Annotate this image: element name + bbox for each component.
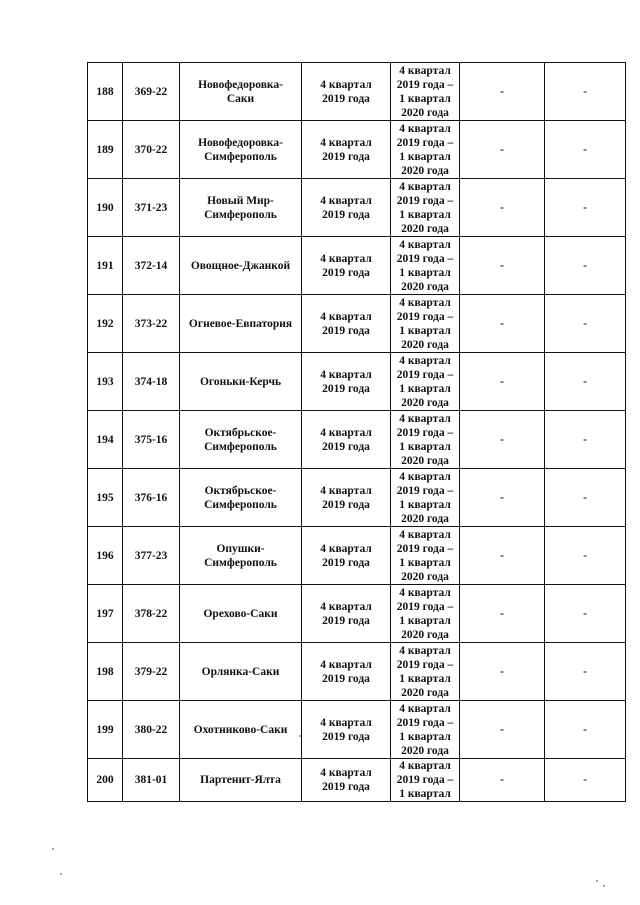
start-period-cell-line: 2019 года	[322, 672, 370, 685]
row-number-cell: 190	[88, 179, 123, 237]
period-range-cell-line: 1 квартал	[399, 672, 451, 685]
period-range-cell-line: 2019 года –	[396, 426, 454, 439]
table-body	[88, 63, 626, 802]
period-range-cell-line: 4 квартал	[399, 470, 451, 483]
period-range-cell-line: 1 квартал	[399, 498, 451, 511]
table-row	[88, 701, 626, 759]
start-period-cell	[302, 701, 391, 759]
route-name-cell	[180, 63, 302, 121]
route-code-cell: 381-01	[123, 759, 180, 802]
table-row	[88, 643, 626, 701]
route-name-cell-line: Огневое-Евпатория	[188, 317, 293, 330]
scan-speck	[60, 873, 62, 875]
start-period-cell	[302, 585, 391, 643]
start-period-cell	[302, 759, 391, 802]
period-range-cell-line: 1 квартал	[399, 556, 451, 569]
period-range-cell-line: 1 квартал	[399, 150, 451, 163]
period-range-cell-line: 2020 года	[401, 686, 449, 699]
route-name-cell-line: Охотниково-Саки	[193, 723, 288, 736]
table-row	[88, 585, 626, 643]
route-name-cell-line: Огоньки-Керчь	[199, 375, 282, 388]
start-period-cell-line: 4 квартал	[320, 78, 372, 91]
period-range-cell-line: 2019 года –	[396, 368, 454, 381]
dash-cell-b: -	[545, 353, 626, 411]
route-name-cell	[180, 527, 302, 585]
dash-cell-a: -	[460, 63, 545, 121]
route-name-cell-line: Симферополь	[204, 556, 277, 569]
route-name-cell	[180, 643, 302, 701]
route-code-cell: 377-23	[123, 527, 180, 585]
route-name-cell-line: Новофедоровка-	[198, 136, 283, 149]
route-name-cell	[180, 295, 302, 353]
route-code-cell: 375-16	[123, 411, 180, 469]
start-period-cell-line: 2019 года	[322, 92, 370, 105]
period-range-cell	[391, 63, 460, 121]
dash-cell-a: -	[460, 585, 545, 643]
period-range-cell-line: 4 квартал	[399, 528, 451, 541]
dash-cell-b: -	[545, 759, 626, 802]
table-row	[88, 469, 626, 527]
period-range-cell-line: 4 квартал	[399, 760, 451, 772]
period-range-cell-line: 2019 года –	[396, 774, 454, 786]
route-code-cell: 371-23	[123, 179, 180, 237]
dash-cell-a: -	[460, 121, 545, 179]
dash-cell-b: -	[545, 527, 626, 585]
route-code-cell: 369-22	[123, 63, 180, 121]
period-range-cell	[391, 759, 460, 802]
dash-cell-b: -	[545, 237, 626, 295]
period-range-cell-line: 4 квартал	[399, 412, 451, 425]
start-period-cell-line: 4 квартал	[320, 658, 372, 671]
dash-cell-a: -	[460, 469, 545, 527]
start-period-cell-line: 2019 года	[322, 382, 370, 395]
period-range-cell-line: 2019 года –	[396, 716, 454, 729]
dash-cell-b: -	[545, 469, 626, 527]
route-name-cell-line: Новофедоровка-	[198, 78, 283, 91]
route-name-cell	[180, 237, 302, 295]
period-range-cell-line: 2019 года –	[396, 78, 454, 91]
dash-cell-b: -	[545, 179, 626, 237]
dash-cell-a: -	[460, 701, 545, 759]
route-name-cell-line: Орлянка-Саки	[201, 665, 280, 678]
route-name-cell-line: Симферополь	[204, 150, 277, 163]
table-row	[88, 353, 626, 411]
period-range-cell-line: 2020 года	[401, 222, 449, 235]
period-range-cell-line: 4 квартал	[399, 354, 451, 367]
row-number-cell: 189	[88, 121, 123, 179]
route-name-cell-line: Новый Мир-	[207, 194, 274, 207]
route-name-cell	[180, 179, 302, 237]
period-range-cell-line: 1 квартал	[399, 440, 451, 453]
period-range-cell-line: 1 квартал	[399, 208, 451, 221]
start-period-cell-line: 2019 года	[322, 556, 370, 569]
route-code-cell: 370-22	[123, 121, 180, 179]
dash-cell-b: -	[545, 295, 626, 353]
period-range-cell	[391, 643, 460, 701]
period-range-cell-line: 2020 года	[401, 338, 449, 351]
period-range-cell-line: 2020 года	[401, 164, 449, 177]
route-name-cell	[180, 411, 302, 469]
dash-cell-a: -	[460, 353, 545, 411]
row-number-cell: 193	[88, 353, 123, 411]
table-row	[88, 237, 626, 295]
period-range-cell-line: 2019 года –	[396, 484, 454, 497]
scan-speck	[52, 848, 54, 850]
start-period-cell-line: 2019 года	[322, 730, 370, 743]
scan-speck	[596, 880, 598, 882]
route-name-cell	[180, 353, 302, 411]
table-row	[88, 411, 626, 469]
start-period-cell-line: 2019 года	[322, 498, 370, 511]
route-name-cell-line: Саки	[226, 92, 255, 105]
route-name-cell-line: Октябрьское-	[204, 484, 277, 497]
period-range-cell	[391, 353, 460, 411]
row-number-cell: 196	[88, 527, 123, 585]
period-range-cell	[391, 295, 460, 353]
dash-cell-a: -	[460, 179, 545, 237]
period-range-cell-line: 2020 года	[401, 512, 449, 525]
start-period-cell-line: 4 квартал	[320, 426, 372, 439]
period-range-cell-line: 2019 года –	[396, 658, 454, 671]
route-code-cell: 372-14	[123, 237, 180, 295]
route-name-cell-line: Октябрьское-	[204, 426, 277, 439]
route-name-cell	[180, 121, 302, 179]
period-range-cell-line: 1 квартал	[399, 324, 451, 337]
period-range-cell-line: 1 квартал	[399, 788, 451, 800]
period-range-cell-line: 4 квартал	[399, 122, 451, 135]
period-range-cell-line: 2020 года	[401, 106, 449, 119]
start-period-cell-line: 2019 года	[322, 440, 370, 453]
start-period-cell	[302, 411, 391, 469]
table-row	[88, 759, 626, 802]
row-number-cell: 200	[88, 759, 123, 802]
period-range-cell-line: 1 квартал	[399, 266, 451, 279]
period-range-cell-line: 2019 года –	[396, 542, 454, 555]
dash-cell-a: -	[460, 237, 545, 295]
start-period-cell-line: 4 квартал	[320, 600, 372, 613]
start-period-cell-line: 2019 года	[322, 266, 370, 279]
period-range-cell-line: 1 квартал	[399, 92, 451, 105]
start-period-cell	[302, 179, 391, 237]
route-code-cell: 376-16	[123, 469, 180, 527]
dash-cell-a: -	[460, 411, 545, 469]
row-number-cell: 197	[88, 585, 123, 643]
route-code-cell: 380-22	[123, 701, 180, 759]
start-period-cell	[302, 237, 391, 295]
dash-cell-b: -	[545, 411, 626, 469]
row-number-cell: 199	[88, 701, 123, 759]
row-number-cell: 191	[88, 237, 123, 295]
period-range-cell-line: 4 квартал	[399, 64, 451, 77]
row-number-cell: 195	[88, 469, 123, 527]
period-range-cell-line: 2020 года	[401, 628, 449, 641]
route-code-cell: 379-22	[123, 643, 180, 701]
route-name-cell-line: Симферополь	[204, 208, 277, 221]
start-period-cell-line: 4 квартал	[320, 484, 372, 497]
period-range-cell-line: 2020 года	[401, 570, 449, 583]
dash-cell-b: -	[545, 643, 626, 701]
route-code-cell: 373-22	[123, 295, 180, 353]
start-period-cell	[302, 295, 391, 353]
period-range-cell-line: 4 квартал	[399, 702, 451, 715]
period-range-cell-line: 4 квартал	[399, 644, 451, 657]
period-range-cell-line: 2020 года	[401, 396, 449, 409]
period-range-cell-line: 2020 года	[401, 744, 449, 757]
period-range-cell-line: 4 квартал	[399, 296, 451, 309]
start-period-cell-line: 2019 года	[322, 208, 370, 221]
period-range-cell-line: 4 квартал	[399, 586, 451, 599]
route-name-cell-line: Симферополь	[204, 440, 277, 453]
period-range-cell	[391, 469, 460, 527]
period-range-cell	[391, 121, 460, 179]
route-code-cell: 378-22	[123, 585, 180, 643]
period-range-cell-line: 4 квартал	[399, 180, 451, 193]
route-name-cell-line: Опушки-	[216, 542, 265, 555]
period-range-cell	[391, 411, 460, 469]
period-range-cell	[391, 527, 460, 585]
start-period-cell	[302, 469, 391, 527]
period-range-cell-line: 2019 года –	[396, 310, 454, 323]
start-period-cell	[302, 527, 391, 585]
table-row	[88, 121, 626, 179]
dash-cell-b: -	[545, 63, 626, 121]
start-period-cell-line: 4 квартал	[320, 542, 372, 555]
start-period-cell-line: 2019 года	[322, 614, 370, 627]
route-code-cell: 374-18	[123, 353, 180, 411]
route-name-cell	[180, 759, 302, 802]
period-range-cell-line: 1 квартал	[399, 382, 451, 395]
period-range-cell-line: 2019 года –	[396, 252, 454, 265]
start-period-cell-line: 4 квартал	[320, 310, 372, 323]
table-row	[88, 527, 626, 585]
start-period-cell-line: 4 квартал	[320, 368, 372, 381]
dash-cell-b: -	[545, 585, 626, 643]
period-range-cell-line: 1 квартал	[399, 614, 451, 627]
dash-cell-a: -	[460, 295, 545, 353]
dash-cell-b: -	[545, 121, 626, 179]
row-number-cell: 194	[88, 411, 123, 469]
period-range-cell	[391, 179, 460, 237]
table-row	[88, 295, 626, 353]
period-range-cell-line: 2019 года –	[396, 194, 454, 207]
route-name-cell	[180, 469, 302, 527]
start-period-cell-line: 2019 года	[322, 150, 370, 163]
row-number-cell: 198	[88, 643, 123, 701]
start-period-cell	[302, 63, 391, 121]
route-name-cell-line: Симферополь	[204, 498, 277, 511]
start-period-cell	[302, 643, 391, 701]
start-period-cell-line: 4 квартал	[320, 252, 372, 265]
row-number-cell: 188	[88, 63, 123, 121]
period-range-cell	[391, 237, 460, 295]
dash-cell-b: -	[545, 701, 626, 759]
start-period-cell	[302, 353, 391, 411]
route-name-cell-line: Орехово-Саки	[203, 607, 278, 620]
dash-cell-a: -	[460, 527, 545, 585]
period-range-cell	[391, 585, 460, 643]
start-period-cell-line: 2019 года	[322, 781, 370, 793]
scan-speck	[603, 885, 605, 887]
scan-speck	[299, 735, 301, 737]
start-period-cell-line: 2019 года	[322, 324, 370, 337]
period-range-cell	[391, 701, 460, 759]
start-period-cell	[302, 121, 391, 179]
start-period-cell-line: 4 квартал	[320, 136, 372, 149]
table-row	[88, 179, 626, 237]
schedule-table	[87, 62, 626, 802]
route-name-cell-line: Партенит-Ялта	[200, 774, 281, 786]
route-name-cell	[180, 701, 302, 759]
period-range-cell-line: 2020 года	[401, 280, 449, 293]
start-period-cell-line: 4 квартал	[320, 767, 372, 779]
period-range-cell-line: 2019 года –	[396, 600, 454, 613]
start-period-cell-line: 4 квартал	[320, 716, 372, 729]
dash-cell-a: -	[460, 643, 545, 701]
table-row	[88, 63, 626, 121]
row-number-cell: 192	[88, 295, 123, 353]
period-range-cell-line: 1 квартал	[399, 730, 451, 743]
period-range-cell-line: 2020 года	[401, 454, 449, 467]
route-name-cell	[180, 585, 302, 643]
period-range-cell-line: 2019 года –	[396, 136, 454, 149]
period-range-cell-line: 4 квартал	[399, 238, 451, 251]
dash-cell-a: -	[460, 759, 545, 802]
start-period-cell-line: 4 квартал	[320, 194, 372, 207]
route-name-cell-line: Овощное-Джанкой	[190, 259, 291, 272]
